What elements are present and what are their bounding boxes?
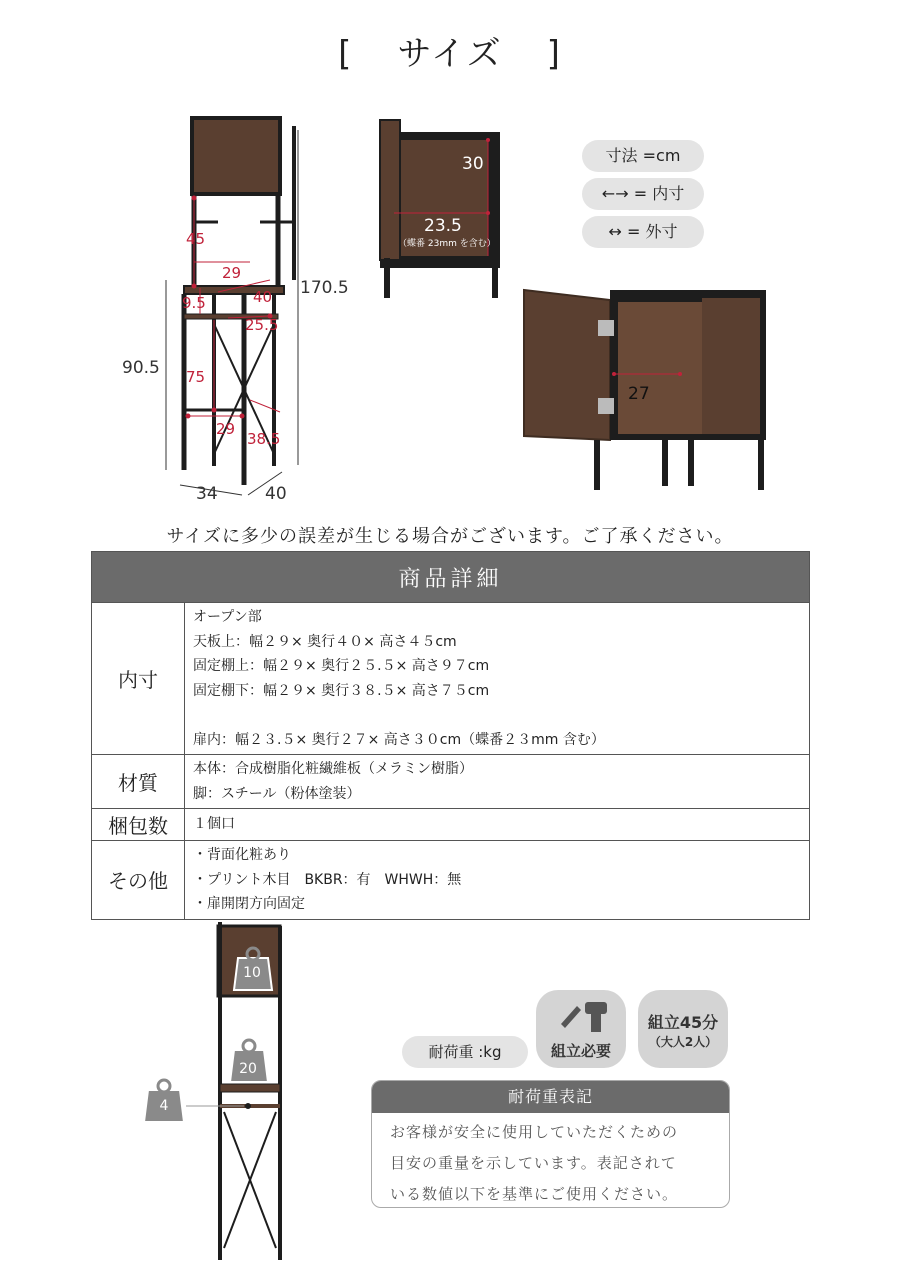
table-row [92, 809, 810, 841]
drill-icon [551, 994, 611, 1036]
size-notice: サイズに多少の誤差が生じる場合がございます。ご了承ください。 [166, 526, 734, 547]
load-top: 10 [243, 965, 261, 981]
page-title: [ サイズ ] [338, 34, 562, 74]
spec-label-inner: 内寸 [92, 603, 185, 755]
load-note-body: お客様が安全に使用していただくための 目安の重量を示しています。表記されて いる数値以下を基準にご使用ください。 [390, 1123, 679, 1203]
assembly-time-badge: 組立45分 （大人2人） [638, 990, 728, 1068]
dim-25-5: 25.5 [245, 316, 279, 334]
spec-label-material: 材質 [92, 755, 185, 809]
table-row [92, 603, 810, 755]
rack-diagram [110, 110, 360, 510]
table-row [92, 841, 810, 920]
spec-table [91, 551, 810, 920]
hinge-note: （蝶番 23mm を含む） [398, 239, 496, 249]
load-label: 耐荷重 :kg [402, 1036, 528, 1068]
load-middle: 20 [239, 1061, 257, 1077]
dim-45: 45 [186, 230, 206, 248]
table-row [92, 755, 810, 809]
load-note-heading: 耐荷重表記 [372, 1081, 729, 1113]
spec-value-packages: １個口 [185, 809, 810, 841]
spec-value-other: ・背面化粧あり ・プリント木目 BKBR：有 WHWH：無 ・扉開閉方向固定 [185, 841, 810, 920]
dim-38-5: 38.5 [247, 430, 281, 448]
load-rack-diagram [140, 918, 300, 1264]
dim-30: 30 [462, 154, 484, 174]
dim-total-height: 170.5 [300, 278, 349, 298]
dim-width: 40 [265, 484, 287, 504]
dim-75: 75 [186, 368, 206, 386]
spec-label-packages: 梱包数 [92, 809, 185, 841]
dim-29-upper: 29 [222, 264, 242, 282]
legend-inner: ←→ = 内寸 [582, 178, 704, 210]
spec-heading: 商品詳細 [92, 552, 810, 603]
legend-unit: 寸法 =cm [582, 140, 704, 172]
cabinet-front [378, 118, 506, 300]
dim-29-lower: 29 [216, 420, 236, 438]
load-side: 4 [159, 1098, 169, 1114]
spec-value-inner: オープン部 天板上：幅２９× 奥行４０× 高さ４５cm 固定棚上：幅２９× 奥行２５.５× 高さ９７cm 固定棚下：幅２９× 奥行３８.５× 高さ７５cm 扉内：幅２３.５× 奥行２７× 高さ３０cm（蝶番２３mm 含む） [185, 603, 810, 755]
spec-label-other: その他 [92, 841, 185, 920]
dim-27: 27 [628, 384, 650, 404]
dim-lower-height: 90.5 [122, 358, 160, 378]
legend-outer: ↔ = 外寸 [582, 216, 704, 248]
dim-9-5: 9.5 [182, 294, 206, 312]
assembly-badge: 組立必要 [536, 990, 626, 1068]
load-note-box [371, 1080, 730, 1208]
spec-value-material: 本体：合成樹脂化粧繊維板（メラミン樹脂） 脚：スチール（粉体塗装） [185, 755, 810, 809]
dim-depth: 34 [196, 484, 218, 504]
dim-23-5: 23.5 [424, 216, 462, 236]
dim-40: 40 [253, 288, 273, 306]
